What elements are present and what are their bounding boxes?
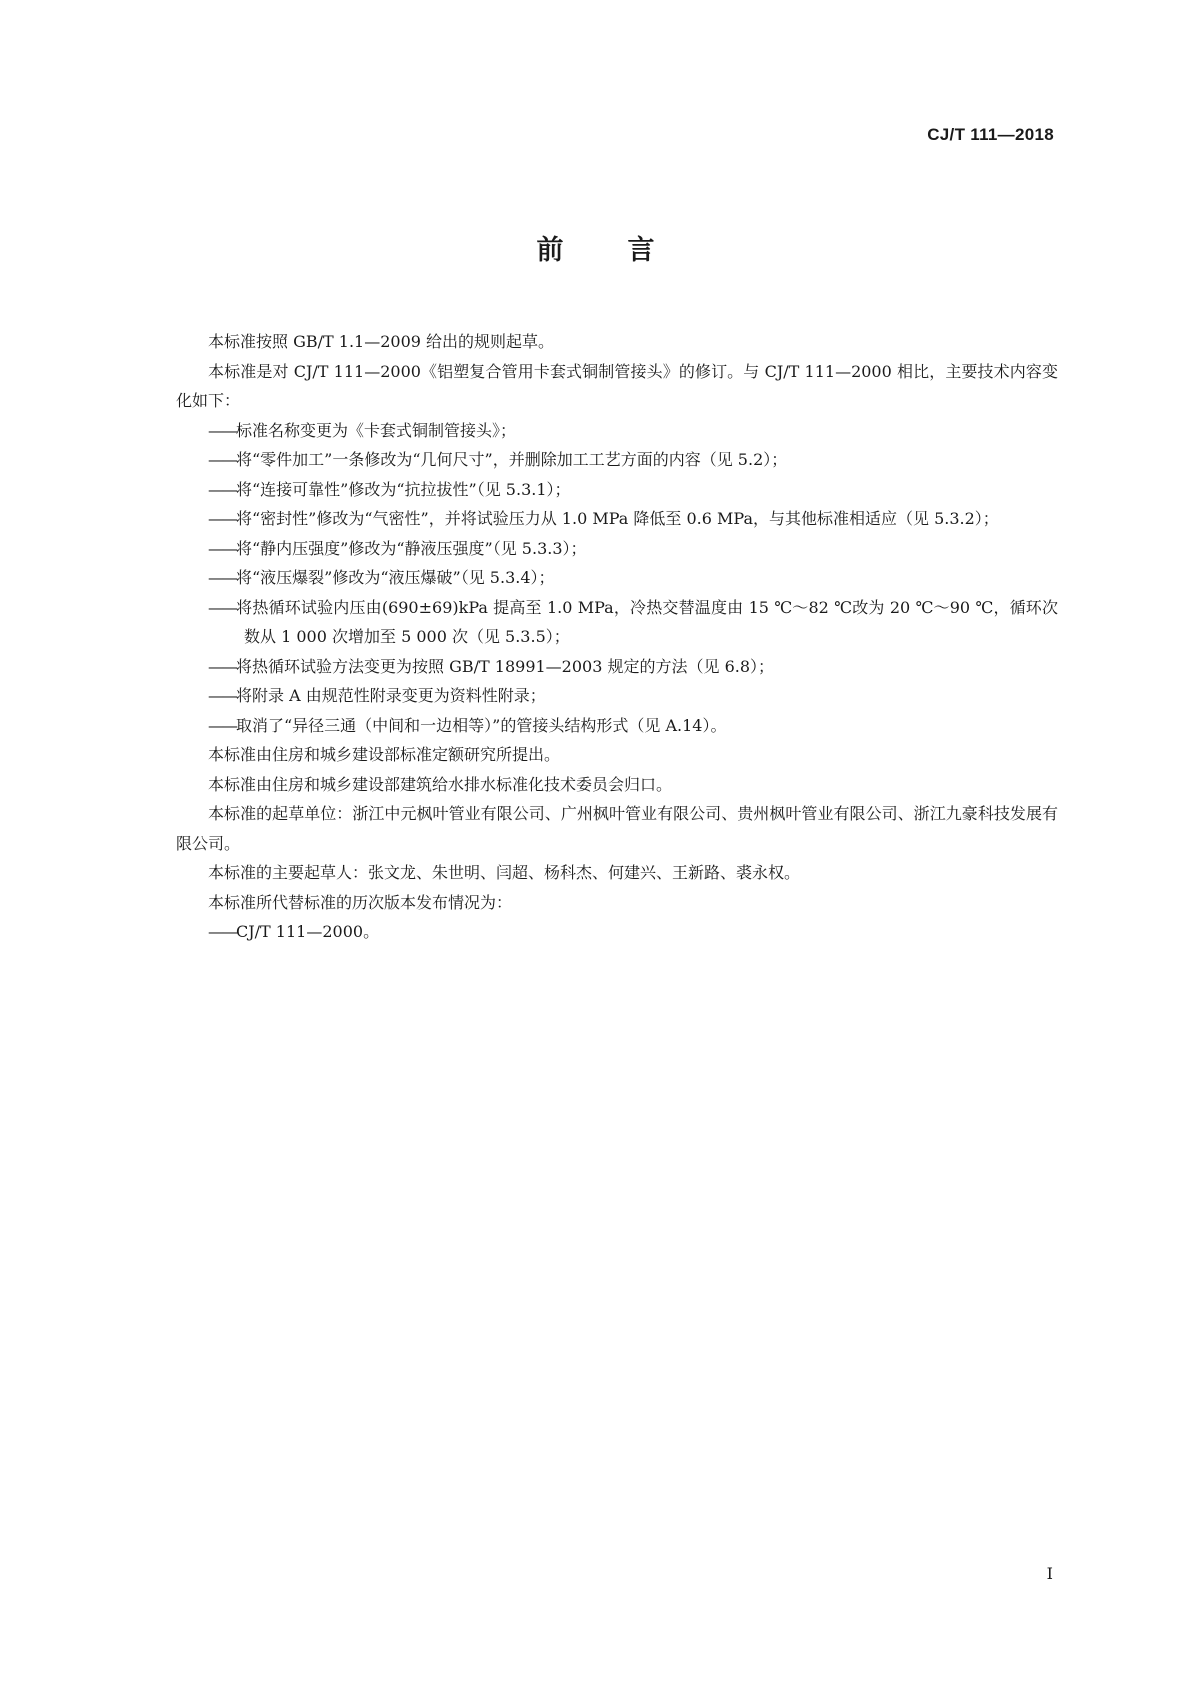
page-number: I bbox=[1046, 1564, 1053, 1583]
list-item-text: 将附录 A 由规范性附录变更为资料性附录； bbox=[236, 686, 546, 705]
intro-paragraph: 本标准是对 CJ/T 111—2000《铝塑复合管用卡套式铜制管接头》的修订。与 CJ/T 111—2000 相比，主要技术内容变化如下： bbox=[176, 361, 1058, 410]
history-intro-paragraph: 本标准所代替标准的历次版本发布情况为： bbox=[208, 892, 513, 912]
list-dash: —— bbox=[208, 597, 236, 617]
list-item-text: 将“密封性”修改为“气密性”，并将试验压力从 1.0 MPa 降低至 0.6 MPa，与其他标准相适应（见 5.3.2）； bbox=[236, 509, 999, 528]
list-item bbox=[176, 652, 1058, 682]
list-item bbox=[176, 534, 1058, 564]
list-item-text: 将“液压爆裂”修改为“液压爆破”（见 5.3.4）； bbox=[236, 568, 555, 587]
proposer-paragraph: 本标准由住房和城乡建设部标准定额研究所提出。 bbox=[208, 745, 561, 764]
list-dash: —— bbox=[208, 922, 236, 941]
list-item bbox=[176, 445, 1058, 475]
drafters-paragraph: 本标准的主要起草人：张文龙、朱世明、闫超、杨科杰、何建兴、王新路、裘永权。 bbox=[208, 863, 801, 882]
document-code: CJ/T 111—2018 bbox=[927, 125, 1054, 144]
list-dash: —— bbox=[208, 568, 236, 587]
committee-paragraph: 本标准由住房和城乡建设部建筑给水排水标准化技术委员会归口。 bbox=[208, 774, 673, 794]
list-item bbox=[176, 917, 1058, 947]
list-item-text: 将“连接可靠性”修改为“抗拉拔性”（见 5.3.1）； bbox=[236, 479, 571, 499]
list-dash: —— bbox=[208, 479, 236, 499]
list-item bbox=[176, 593, 1058, 652]
list-item-text: 将“静内压强度”修改为“静液压强度”（见 5.3.3）； bbox=[236, 538, 587, 558]
list-item-text: CJ/T 111—2000。 bbox=[236, 922, 380, 941]
list-item bbox=[176, 711, 1058, 741]
list-item bbox=[176, 475, 1058, 505]
list-item bbox=[176, 681, 1058, 711]
list-dash: —— bbox=[208, 450, 236, 469]
history-list bbox=[176, 917, 1058, 947]
list-item bbox=[176, 563, 1058, 593]
list-dash: —— bbox=[208, 538, 236, 558]
list-item-text: 将热循环试验内压由(690±69)kPa 提高至 1.0 MPa，冷热交替温度由 15 ℃～82 ℃改为 20 ℃～90 ℃，循环次数从 1 000 次增加至 5 000 次（见 5.3.5）； bbox=[236, 597, 1058, 646]
drafting-units-paragraph: 本标准的起草单位：浙江中元枫叶管业有限公司、广州枫叶管业有限公司、贵州枫叶管业有限公司、浙江九豪科技发展有限公司。 bbox=[176, 804, 1058, 853]
change-list bbox=[176, 416, 1058, 741]
intro-paragraph: 本标准按照 GB/T 1.1—2009 给出的规则起草。 bbox=[208, 332, 555, 351]
list-item-text: 将热循环试验方法变更为按照 GB/T 18991—2003 规定的方法（见 6.8）； bbox=[236, 656, 775, 676]
list-dash: —— bbox=[208, 715, 236, 735]
list-dash: —— bbox=[208, 686, 236, 705]
list-item bbox=[176, 416, 1058, 446]
list-dash: —— bbox=[208, 509, 236, 528]
list-item-text: 将“零件加工”一条修改为“几何尺寸”，并删除加工工艺方面的内容（见 5.2）； bbox=[236, 450, 788, 469]
list-item bbox=[176, 504, 1058, 534]
list-dash: —— bbox=[208, 656, 236, 676]
page-title: 前言 bbox=[536, 235, 719, 266]
list-item-text: 取消了“异径三通（中间和一边相等）”的管接头结构形式（见 A.14）。 bbox=[236, 715, 727, 735]
list-item-text: 标准名称变更为《卡套式铜制管接头》； bbox=[236, 420, 517, 440]
list-dash: —— bbox=[208, 420, 236, 440]
document-body bbox=[176, 327, 1058, 947]
